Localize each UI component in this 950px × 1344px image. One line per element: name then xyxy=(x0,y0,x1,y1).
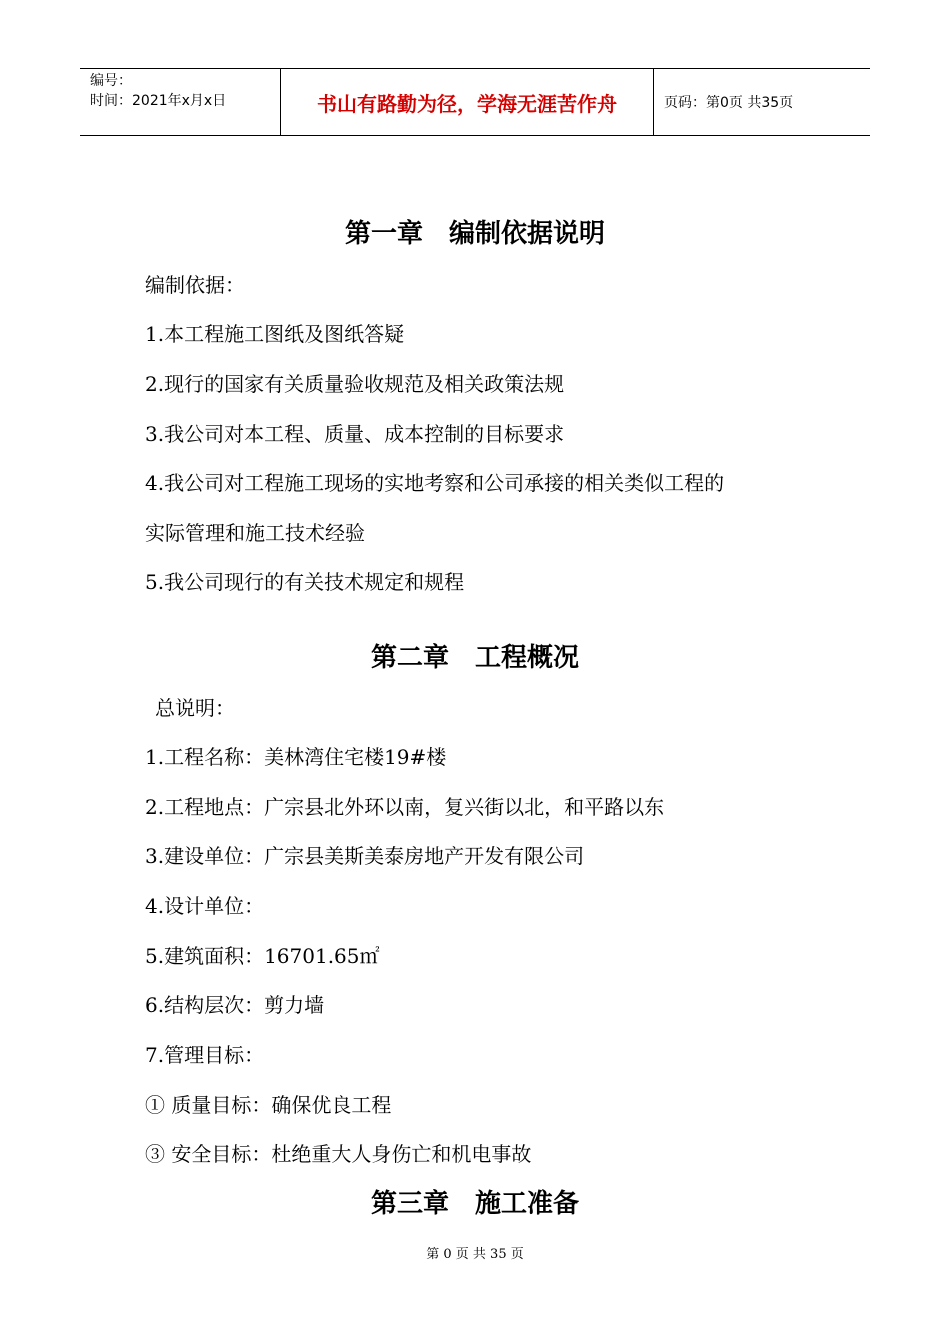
header-meta xyxy=(80,69,281,135)
chapter2-item: 5.建筑面积：16701.65㎡ xyxy=(145,944,380,968)
code-label: 编号： xyxy=(90,73,132,89)
chapter2-item: 6.结构层次：剪力墙 xyxy=(145,993,325,1017)
chapter1-item: 5.我公司现行的有关技术规定和规程 xyxy=(145,570,465,594)
chapter3-title: 第三章 施工准备 xyxy=(370,1189,579,1219)
chapter1-item: 2.现行的国家有关质量验收规范及相关政策法规 xyxy=(145,372,565,396)
header-page-info: 页码：第0页 共35页 xyxy=(664,95,794,111)
chapter1-item: 实际管理和施工技术经验 xyxy=(145,521,365,545)
chapter2-item: 3.建设单位：广宗县美斯美泰房地产开发有限公司 xyxy=(145,844,585,868)
chapter1-item: 1.本工程施工图纸及图纸答疑 xyxy=(145,322,405,346)
chapter2-item: 7.管理目标： xyxy=(145,1043,265,1067)
chapter1-intro: 编制依据： xyxy=(145,273,245,297)
date-label: 时间：2021年x月x日 xyxy=(90,93,227,109)
chapter1-item: 4.我公司对工程施工现场的实地考察和公司承接的相关类似工程的 xyxy=(145,471,725,495)
chapter2-item: 2.工程地点：广宗县北外环以南，复兴街以北，和平路以东 xyxy=(145,795,665,819)
page-footer: 第 0 页 共 35 页 xyxy=(426,1247,524,1262)
chapter2-item: 1.工程名称：美林湾住宅楼19#楼 xyxy=(145,745,447,769)
chapter2-title: 第二章 工程概况 xyxy=(370,643,579,673)
chapter2-item: ③ 安全目标：杜绝重大人身伤亡和机电事故 xyxy=(145,1142,532,1166)
chapter1-item: 3.我公司对本工程、质量、成本控制的目标要求 xyxy=(145,422,565,446)
chapter2-item: 4.设计单位： xyxy=(145,894,265,918)
header-motto: 书山有路勤为径，学海无涯苦作舟 xyxy=(281,69,654,135)
chapter2-item: ① 质量目标：确保优良工程 xyxy=(145,1093,392,1117)
chapter1-title: 第一章 编制依据说明 xyxy=(344,219,605,249)
chapter2-intro: 总说明： xyxy=(155,696,235,720)
document-header xyxy=(80,68,870,136)
